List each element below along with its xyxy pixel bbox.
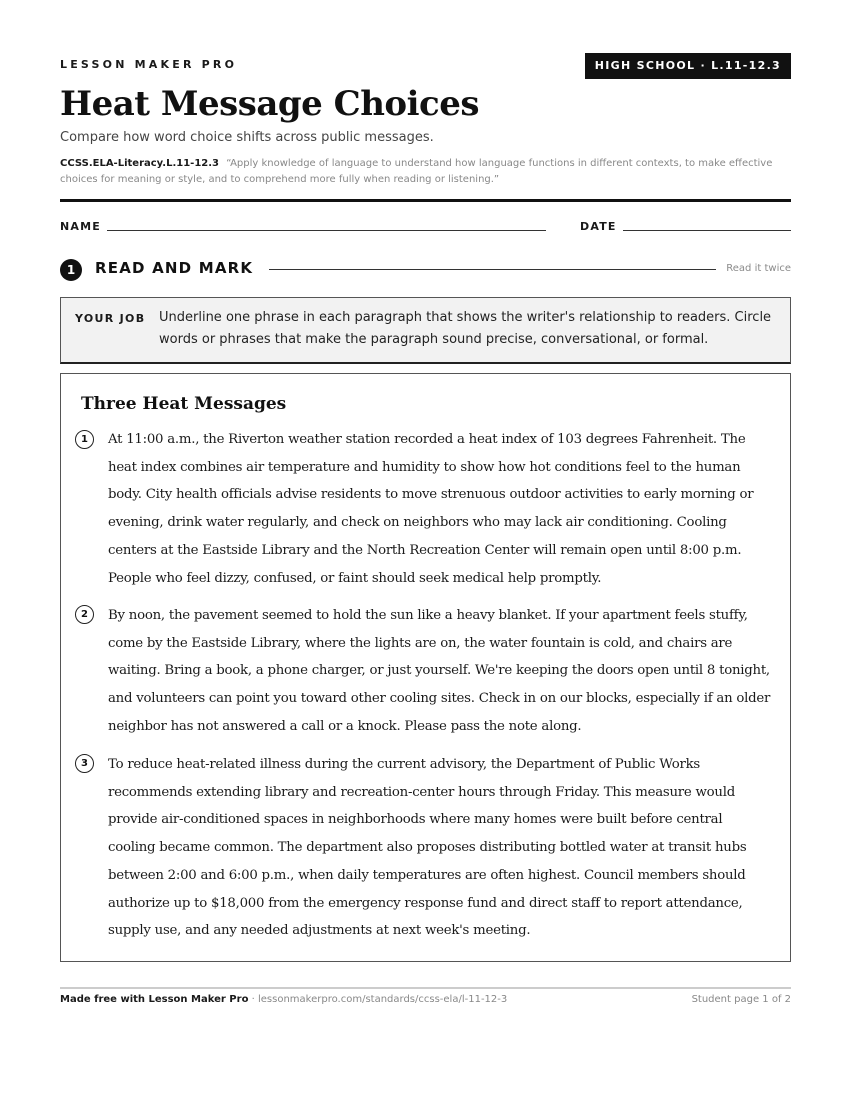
name-label: NAME [60,220,101,233]
standard-code: CCSS.ELA-Literacy.L.11-12.3 [60,158,219,169]
paragraph-1: At 11:00 a.m., the Riverton weather station recorded a heat index of 103 degrees Fahrenheit. The heat index combines air temperature and humidity to show how hot conditions feel to the human body. City health officials advise residents to move strenuous outdoor activities to early morning or evening, drink water regularly, and check on neighbors who may lack air conditioning. Cooling centers at the Eastside Library and the North Recreation Center will remain open until 8:00 p.m. People who feel dizzy, confused, or faint should seek medical help promptly. [108,432,754,586]
section-title: READ AND MARK [95,259,254,277]
name-field[interactable] [107,230,546,231]
your-job-box [60,297,791,364]
footer-made-with: Made free with Lesson Maker Pro [60,994,249,1005]
header-divider [60,199,791,202]
page-subtitle: Compare how word choice shifts across public messages. [60,130,434,145]
footer-divider [60,987,791,989]
paragraph-3: To reduce heat-related illness during the current advisory, the Department of Public Works recommends extending library and recreation-center hours through Friday. This measure would provide air-conditioned spaces in neighborhoods where many homes were built before central cooling became common. The department also proposes distributing bottled water at transit hubs between 2:00 and 6:00 p.m., when daily temperatures are often highest. Council members should authorize up to $18,000 from the emergency response fund and direct staff to report attendance, supply use, and any needed adjustments at next week's meeting. [108,757,747,939]
standard-description [60,156,791,188]
section-note: Read it twice [726,263,791,274]
footer-url[interactable]: · lessonmakerpro.com/standards/ccss-ela/l-11-12-3 [251,994,508,1005]
grade-standard-badge: HIGH SCHOOL · L.11-12.3 [585,53,791,79]
date-field[interactable] [623,230,791,231]
footer-page-number: Student page 1 of 2 [691,994,791,1005]
your-job-instructions: Underline one phrase in each paragraph that shows the writer's relationship to readers. Circle words or phrases that make the paragraph sound precise, conversational, or formal. [159,310,772,347]
paragraph-number-3: 3 [75,754,94,773]
section-number: 1 [60,259,82,281]
section-divider [269,269,716,270]
date-label: DATE [580,220,617,233]
your-job-label: YOUR JOB [75,312,146,325]
footer-credit [60,994,507,1005]
paragraph-number-2: 2 [75,605,94,624]
page-title: Heat Message Choices [60,84,480,124]
standard-text: “Apply knowledge of language to understand how language functions in different contexts, to make effective choices for meaning or style, and to comprehend more fully when reading or listening.” [60,158,773,185]
brand-name: LESSON MAKER PRO [60,58,238,71]
paragraph-2: By noon, the pavement seemed to hold the sun like a heavy blanket. If your apartment feels stuffy, come by the Eastside Library, where the lights are on, the water fountain is cold, and chairs are waiting. Bring a book, a phone charger, or just yourself. We're keeping the doors open until 8 tonight, and volunteers can point you toward other cooling sites. Check in on our blocks, especially if an older neighbor has not answered a call or a knock. Please pass the note along. [108,608,771,734]
passage-box [60,373,791,962]
passage-title: Three Heat Messages [81,394,287,414]
paragraph-number-1: 1 [75,430,94,449]
